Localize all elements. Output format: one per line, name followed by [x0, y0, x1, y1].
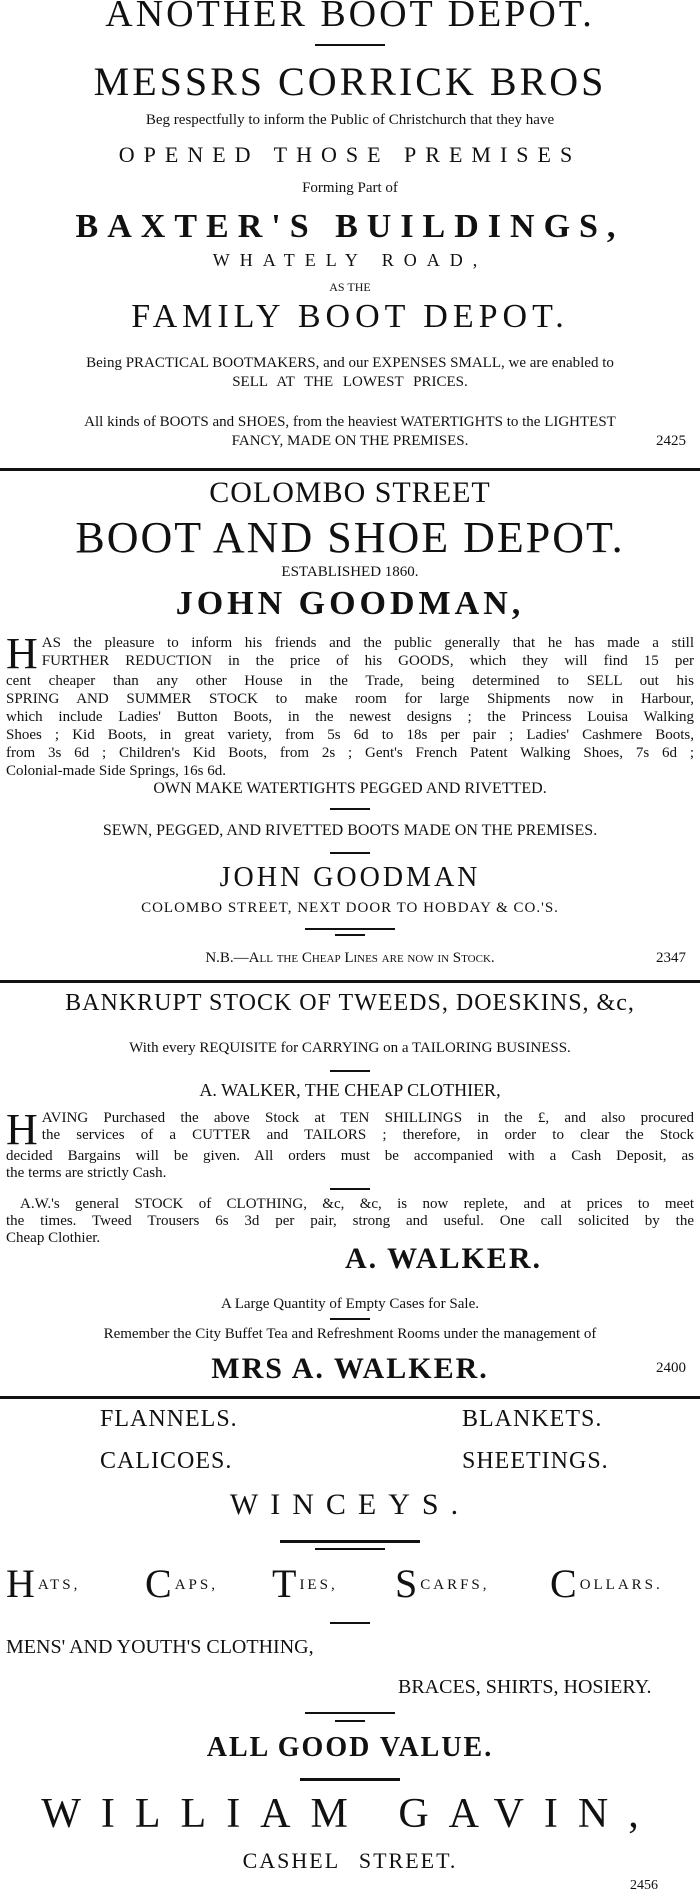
divider — [280, 1540, 420, 1543]
ad2-nb: N.B.—All the Cheap Lines are now in Stock. — [205, 950, 495, 966]
ad3-requisite: With every REQUISITE for CARRYING on a TAILORING BUSINESS. — [129, 1040, 571, 1056]
ad2-body-line: cent cheaper than any other House in the Trade, being determined to SELL out his — [6, 673, 694, 689]
ad4-blankets: BLANKETS. — [462, 1406, 603, 1432]
ad2-name: JOHN GOODMAN, — [175, 585, 525, 622]
ad3-body — [6, 1105, 694, 1182]
ad3-cases: A Large Quantity of Empty Cases for Sale. — [220, 1296, 479, 1312]
ad2-name-2: JOHN GOODMAN — [219, 862, 481, 893]
section-rule — [0, 468, 700, 471]
divider — [330, 1318, 370, 1320]
divider — [315, 44, 385, 46]
ad3-body-line: the terms are strictly Cash. — [6, 1165, 167, 1181]
ad1-intro: Beg respectfully to inform the Public of Christchurch that they have — [145, 112, 555, 128]
ad2-body-line: Colonial-made Side Springs, 16s 6d. — [6, 763, 226, 779]
ad1-forming: Forming Part of — [302, 180, 398, 196]
ad4-value: ALL GOOD VALUE. — [206, 1732, 494, 1763]
ad4-flannels: FLANNELS. — [100, 1406, 238, 1432]
ad3-body-line: the services of a CUTTER and TAILORS ; therefore, in order to clear the Stock — [41, 1127, 694, 1143]
ad4-winceys: WINCEYS. — [229, 1488, 471, 1521]
ad1-depot: FAMILY BOOT DEPOT. — [131, 298, 569, 335]
ad1-number: 2425 — [656, 433, 686, 449]
ad4-caps: CAPS, — [145, 1561, 218, 1606]
ad4-ties: TIES, — [272, 1561, 338, 1606]
ad2-number: 2347 — [656, 950, 686, 966]
ad4-hats: HATS, — [6, 1561, 81, 1606]
ad3-walker: A. WALKER, THE CHEAP CLOTHIER, — [199, 1080, 501, 1100]
divider — [330, 1070, 370, 1072]
divider — [305, 1712, 395, 1714]
ad1-being-line-1: Being PRACTICAL BOOTMAKERS, and our EXPENSES SMALL, we are enabled to — [86, 355, 614, 371]
ad2-street: COLOMBO STREET — [209, 476, 491, 509]
ad4-mens: MENS' AND YOUTH'S CLOTHING, — [6, 1636, 314, 1658]
divider — [315, 1548, 385, 1550]
section-rule — [0, 1396, 700, 1399]
ad3-body-line: AVING Purchased the above Stock at TEN SHILLINGS in the £, and also procured — [41, 1110, 694, 1126]
divider — [300, 1778, 400, 1781]
ad4-sheetings: SHEETINGS. — [462, 1448, 609, 1474]
ad4-street: CASHEL STREET. — [242, 1848, 458, 1873]
divider — [330, 852, 370, 854]
ad2-own-make: OWN MAKE WATERTIGHTS PEGGED AND RIVETTED. — [153, 780, 547, 797]
ad1-headline: ANOTHER BOOT DEPOT. — [105, 0, 595, 35]
section-rule — [0, 980, 700, 983]
ad2-sewn: SEWN, PEGGED, AND RIVETTED BOOTS MADE ON THE PREMISES. — [102, 822, 598, 839]
ad2-body-line: AS the pleasure to inform his friends and the public generally that he has made a still — [41, 635, 694, 651]
ad1-firm-name: MESSRS CORRICK BROS — [93, 59, 607, 104]
ad3-aw-line: Cheap Clothier. — [6, 1230, 101, 1246]
divider — [335, 1720, 365, 1722]
ad2-body-line: FURTHER REDUCTION in the price of his GOODS, which they will find 15 per — [41, 653, 694, 669]
ad1-opened: OPENED THOSE PREMISES — [118, 142, 582, 167]
ad3-number: 2400 — [656, 1360, 686, 1376]
ad2-address: COLOMBO STREET, NEXT DOOR TO HOBDAY & CO.'S. — [141, 900, 559, 916]
ad3-signature: A. WALKER. — [345, 1242, 542, 1275]
ad3-dropcap: H — [6, 1105, 38, 1154]
ad3-mrs: MRS A. WALKER. — [211, 1352, 489, 1385]
ad2-body — [6, 629, 694, 780]
ad2-established: ESTABLISHED 1860. — [281, 564, 419, 580]
divider — [335, 934, 365, 936]
ad1-road: WHATELY ROAD, — [212, 250, 488, 270]
divider — [330, 1622, 370, 1624]
ad3-aw-line: A.W.'s general STOCK of CLOTHING, &c, &c, is now replete, and at prices to meet — [20, 1196, 694, 1212]
ad4-name: WILLIAM GAVIN, — [41, 1791, 659, 1837]
ad1-being-line-2: SELL AT THE LOWEST PRICES. — [232, 374, 468, 390]
ad2-body-line: Shoes ; Kid Boots, in great variety, from 5s 6d to 18s per pair ; Ladies' Cashmere Boots, — [6, 727, 694, 743]
ad2-dropcap: H — [6, 629, 38, 678]
ad4-number: 2456 — [630, 1878, 658, 1893]
ad3-headline: BANKRUPT STOCK OF TWEEDS, DOESKINS, &c, — [65, 990, 635, 1016]
ad2-title: BOOT AND SHOE DEPOT. — [75, 513, 625, 562]
ad2-body-line: from 3s 6d ; Children's Kid Boots, from 2s ; Gent's French Patent Walking Shoes, 7s 6d ; — [6, 745, 694, 761]
ad1-building: BAXTER'S BUILDINGS, — [75, 208, 625, 245]
ad4-scarfs: SCARFS, — [395, 1561, 490, 1606]
ad3-aw-body — [6, 1196, 694, 1247]
divider — [330, 808, 370, 810]
ad1-as-the: AS THE — [329, 280, 371, 294]
ad4-braces: BRACES, SHIRTS, HOSIERY. — [398, 1676, 652, 1698]
ad1-kinds-line-2: FANCY, MADE ON THE PREMISES. — [231, 433, 469, 449]
ad4-collars: COLLARS. — [550, 1561, 663, 1606]
divider — [305, 928, 395, 930]
ad3-body-line: decided Bargains will be given. All orders must be accompanied with a Cash Deposit, as — [6, 1148, 694, 1164]
ad1-kinds-line-1: All kinds of BOOTS and SHOES, from the heaviest WATERTIGHTS to the LIGHTEST — [84, 414, 616, 430]
ad3-remember: Remember the City Buffet Tea and Refreshment Rooms under the management of — [103, 1326, 597, 1342]
ad4-calicoes: CALICOES. — [100, 1448, 233, 1474]
divider — [330, 1188, 370, 1190]
ad2-body-line: which include Ladies' Button Boots, in the newest designs ; the Princess Louisa Walking — [6, 709, 694, 725]
ad3-aw-line: the times. Tweed Trousers 6s 3d per pair, strong and useful. One call solicited by the — [6, 1213, 694, 1229]
ad2-body-line: SPRING AND SUMMER STOCK to make room for large Shipments now in Harbour, — [6, 691, 694, 707]
